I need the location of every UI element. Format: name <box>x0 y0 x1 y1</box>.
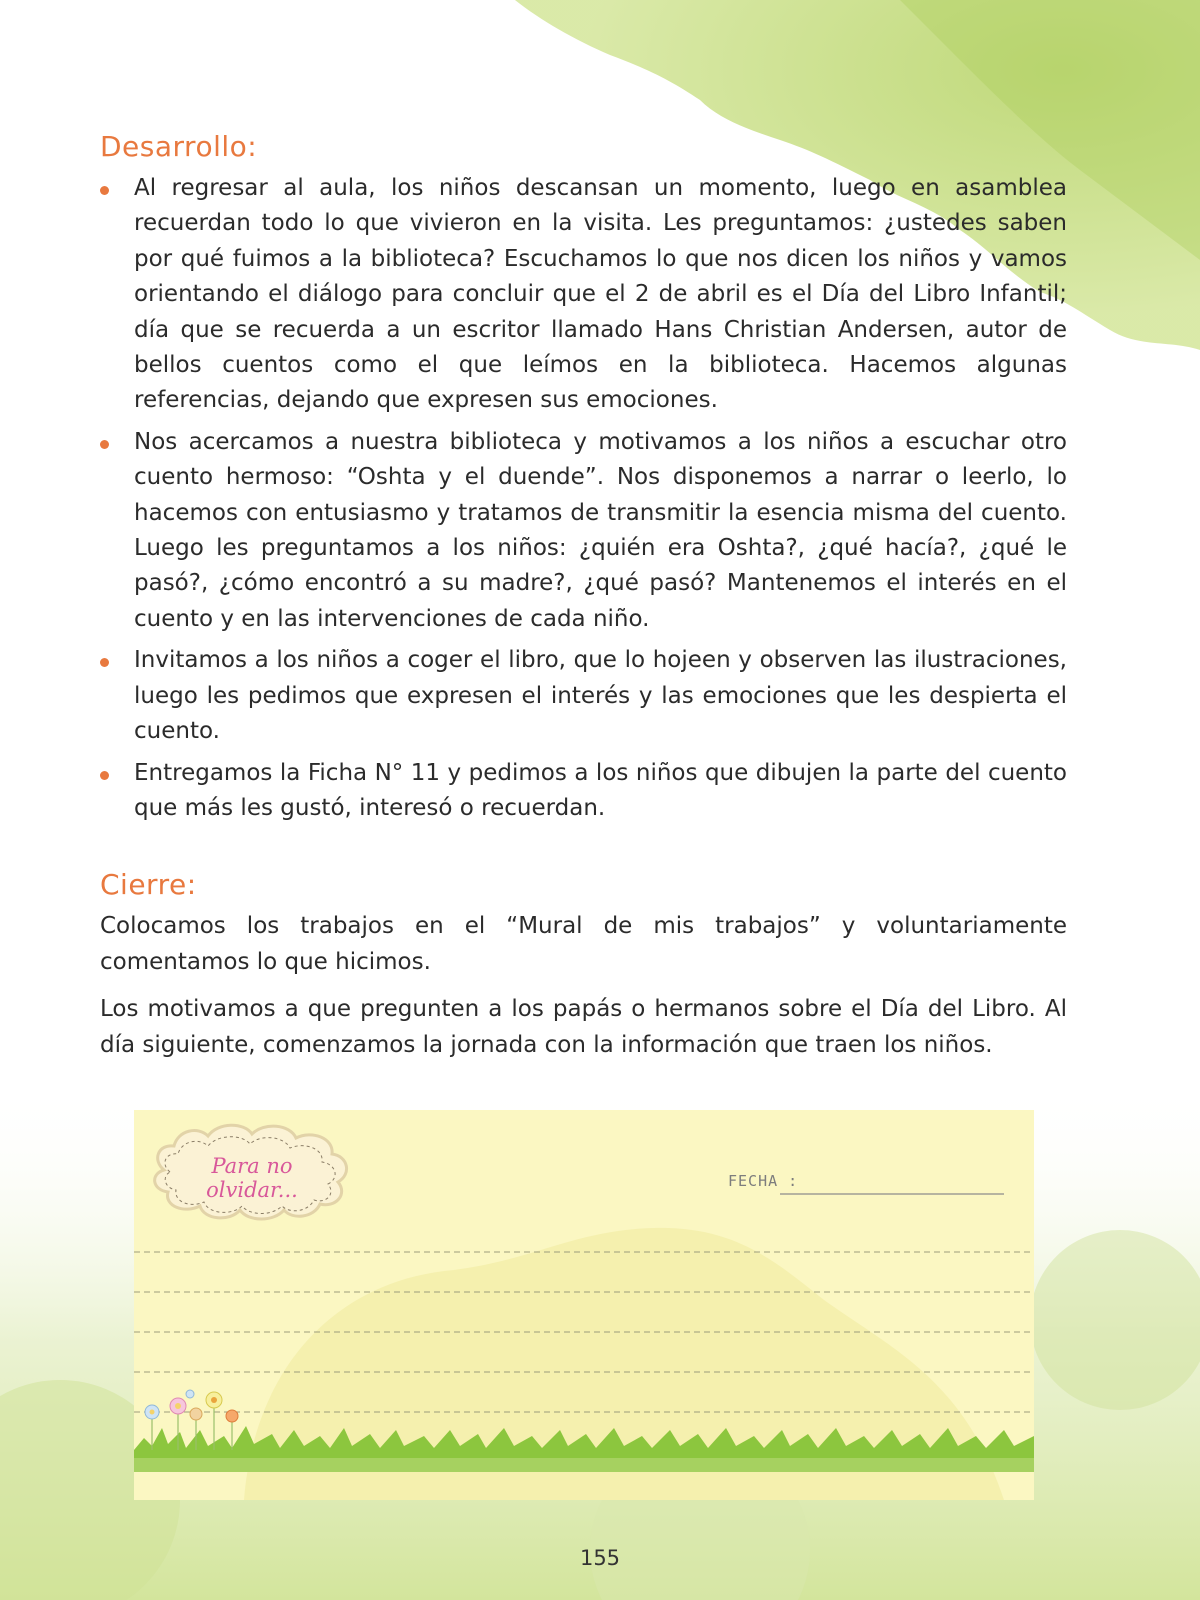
list-item-text: Nos acercamos a nuestra biblioteca y motivamos a los niños a escuchar otro cuento hermoso: “Oshta y el duende”. Nos disponemos a narrar o leerlo, lo hacemos con entusiasmo y tratamos de transmitir la esencia misma del cuento. Luego les preguntamos a los niños: ¿quién era Oshta?, ¿qué hacía?, ¿qué le pasó?, ¿cómo encontró a su madre?, ¿qué pasó? Mantenemos el interés en el cuento y en las intervenciones de cada niño. <box>134 428 1067 632</box>
list-item-text: Entregamos la Ficha N° 11 y pedimos a los niños que dibujen la parte del cuento que más les gustó, interesó o recuerdan. <box>134 759 1067 821</box>
development-heading: Desarrollo: <box>100 130 258 163</box>
date-label: FECHA : <box>728 1172 799 1190</box>
list-item-text: Al regresar al aula, los niños descansan un momento, luego en asamblea recuerdan todo lo que vivieron en la visita. Les preguntamos: ¿ustedes saben por qué fuimos a la biblioteca? Escuchamos lo que nos dicen los niños y vamos orientando el diálogo para concluir que el 2 de abril es el Día del Libro Infantil; día que se recuerda a un escritor llamado Hans Christian Andersen, autor de bellos cuentos como el que leímos en la biblioteca. Hacemos algunas referencias, dejando que expresen sus emociones. <box>134 175 1067 414</box>
list-item <box>100 425 1067 637</box>
note-card <box>134 1110 1034 1500</box>
page-number: 155 <box>579 1546 621 1570</box>
list-item-text: Invitamos a los niños a coger el libro, que lo hojeen y observen las ilustraciones, luego les pedimos que expresen el interés y las emociones que les despierta el cuento. <box>134 647 1067 745</box>
list-item <box>100 756 1067 827</box>
note-badge-label: Para no olvidar... <box>206 1154 298 1202</box>
bullet-icon <box>100 440 109 449</box>
development-list <box>100 171 1067 826</box>
bullet-icon <box>100 771 109 780</box>
list-item <box>100 643 1067 749</box>
closing-paragraph: Los motivamos a que pregunten a los papás o hermanos sobre el Día del Libro. Al día siguiente, comenzamos la jornada con la información que traen los niños. <box>100 996 1067 1058</box>
main-content <box>100 130 1067 1075</box>
closing-section <box>100 868 1067 1063</box>
closing-paragraph: Colocamos los trabajos en el “Mural de mis trabajos” y voluntariamente comentamos lo que hicimos. <box>100 913 1067 975</box>
closing-heading: Cierre: <box>100 868 197 902</box>
bullet-icon <box>100 186 109 195</box>
list-item <box>100 171 1067 419</box>
bullet-icon <box>100 658 109 667</box>
